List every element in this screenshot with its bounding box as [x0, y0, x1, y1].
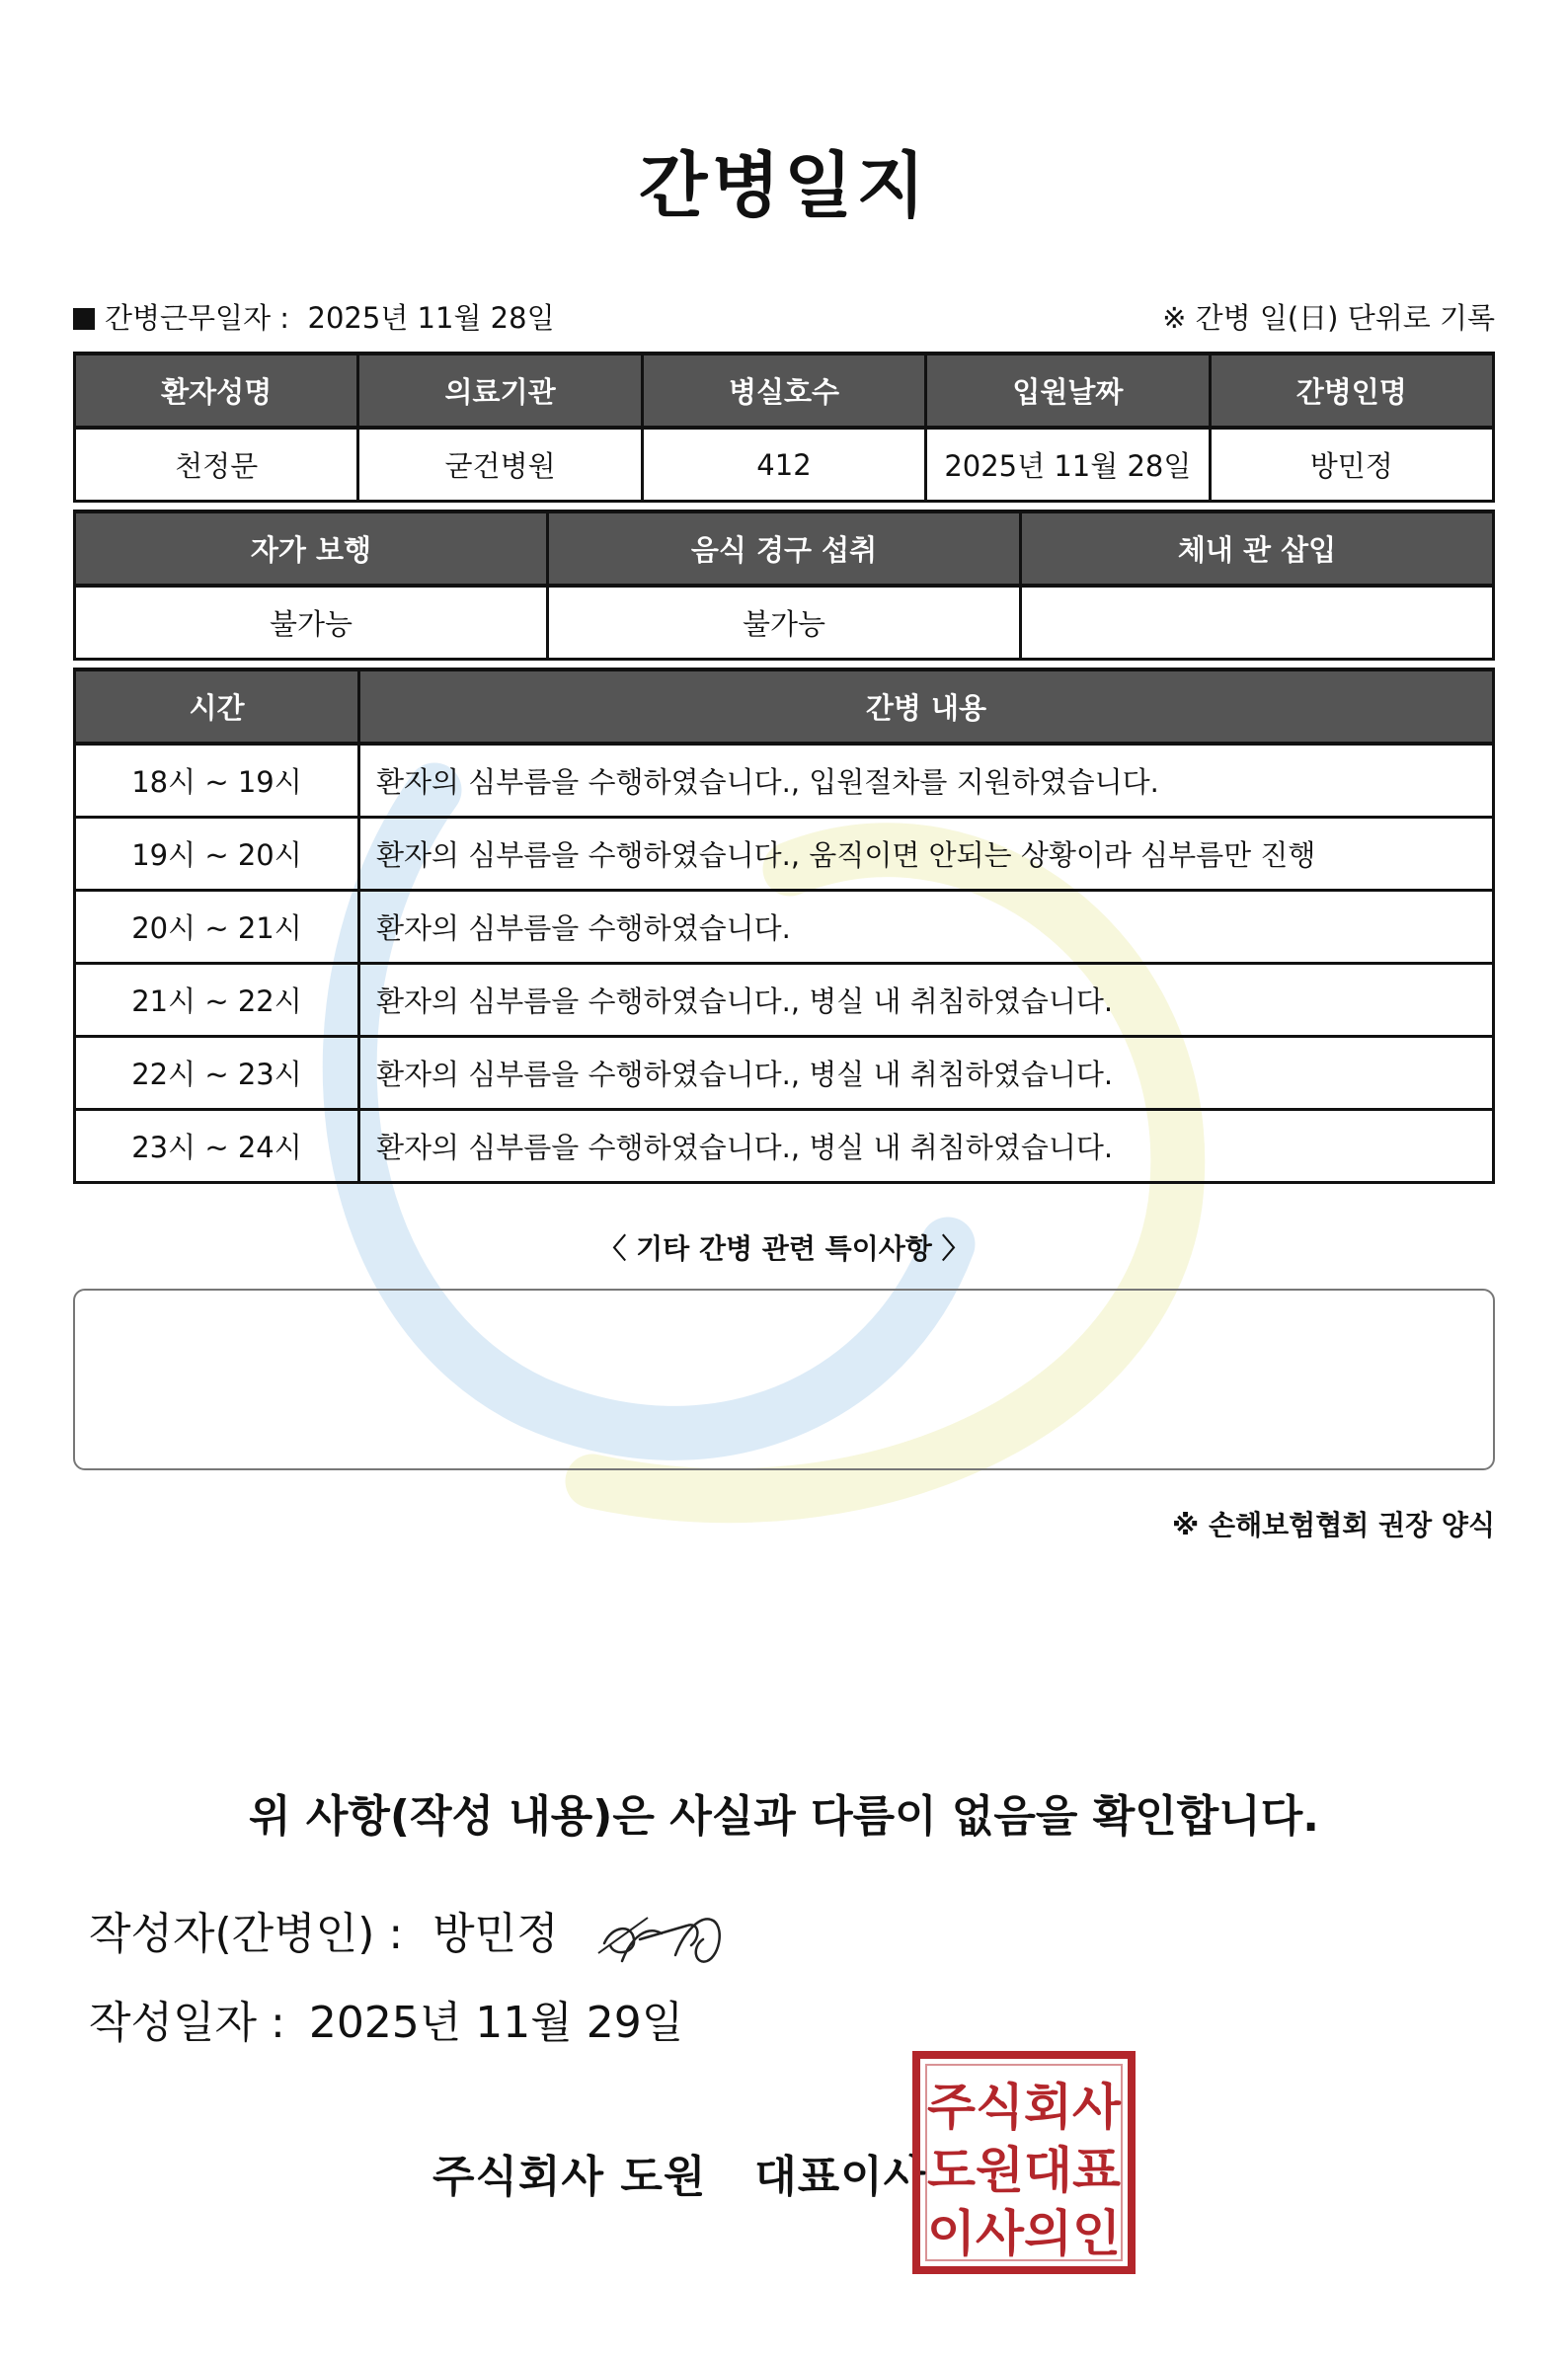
- log-content: 환자의 심부름을 수행하였습니다., 입원절차를 지원하였습니다.: [359, 744, 1494, 818]
- header-patient-name: 환자성명: [75, 354, 358, 428]
- signature-icon: [592, 1896, 750, 1975]
- log-content: 환자의 심부름을 수행하였습니다., 병실 내 취침하였습니다.: [359, 964, 1494, 1037]
- log-content: 환자의 심부름을 수행하였습니다., 병실 내 취침하였습니다.: [359, 1037, 1494, 1110]
- institution: 굳건병원: [358, 428, 642, 502]
- table-row: [75, 964, 1494, 1037]
- notes-title: 〈 기타 간병 관련 특이사항 〉: [598, 1232, 970, 1265]
- notes-box: [73, 1289, 1495, 1470]
- room-number: 412: [642, 428, 925, 502]
- log-content: 환자의 심부름을 수행하였습니다.: [359, 891, 1494, 964]
- square-bullet-icon: [73, 308, 95, 330]
- svg-text:도원대표: 도원대표: [927, 2142, 1122, 2199]
- svg-text:이사의인: 이사의인: [927, 2205, 1121, 2262]
- table-row: [75, 586, 1494, 660]
- log-time: 21시 ~ 22시: [75, 964, 359, 1037]
- header-tube-insertion: 체내 관 삽입: [1021, 512, 1494, 586]
- patient-info-table: [73, 352, 1495, 503]
- header-oral-intake: 음식 경구 섭취: [548, 512, 1021, 586]
- document-title: 간병일지: [638, 144, 930, 227]
- header-care-content: 간병 내용: [359, 669, 1494, 744]
- table-header-row: [75, 669, 1494, 744]
- header-room-number: 병실호수: [642, 354, 925, 428]
- table-row: [75, 1037, 1494, 1110]
- table-row: [75, 1110, 1494, 1183]
- log-time: 20시 ~ 21시: [75, 891, 359, 964]
- header-self-walking: 자가 보행: [75, 512, 548, 586]
- self-walking-value: 불가능: [75, 586, 548, 660]
- written-date-label: 작성일자 :: [89, 1998, 285, 2048]
- table-row: [75, 744, 1494, 818]
- svg-text:주식회사: 주식회사: [927, 2079, 1122, 2136]
- written-date: 2025년 11월 29일: [308, 1998, 684, 2048]
- table-row: [75, 891, 1494, 964]
- writer-label: 작성자(간병인) :: [89, 1909, 404, 1959]
- work-date-label: 간병근무일자 :: [105, 301, 290, 335]
- confirmation-statement: 위 사항(작성 내용)은 사실과 다름이 없음을 확인합니다.: [249, 1791, 1319, 1842]
- oral-intake-value: 불가능: [548, 586, 1021, 660]
- table-row: [75, 428, 1494, 502]
- table-row: [75, 818, 1494, 891]
- work-date-value: 2025년 11월 28일: [307, 301, 555, 335]
- patient-status-table: [73, 510, 1495, 661]
- tube-insertion-value: [1021, 586, 1494, 660]
- header-time: 시간: [75, 669, 359, 744]
- caregiver-name: 방민정: [1210, 428, 1493, 502]
- log-time: 18시 ~ 19시: [75, 744, 359, 818]
- log-content: 환자의 심부름을 수행하였습니다., 움직이면 안되는 상황이라 심부름만 진행: [359, 818, 1494, 891]
- log-content: 환자의 심부름을 수행하였습니다., 병실 내 취침하였습니다.: [359, 1110, 1494, 1183]
- log-time: 23시 ~ 24시: [75, 1110, 359, 1183]
- admission-date: 2025년 11월 28일: [926, 428, 1210, 502]
- header-admission-date: 입원날짜: [926, 354, 1210, 428]
- company-seal-icon: [910, 2049, 1137, 2276]
- writer-line: [89, 1898, 559, 1961]
- log-time: 19시 ~ 20시: [75, 818, 359, 891]
- header-institution: 의료기관: [358, 354, 642, 428]
- care-log-table: [73, 668, 1495, 1184]
- written-date-line: [89, 1987, 683, 2050]
- table-header-row: [75, 512, 1494, 586]
- work-date-line: [73, 296, 555, 337]
- log-time: 22시 ~ 23시: [75, 1037, 359, 1110]
- header-caregiver-name: 간병인명: [1210, 354, 1493, 428]
- writer-name: 방민정: [432, 1909, 559, 1959]
- company-representative: 주식회사 도원 대표이사: [432, 2152, 927, 2202]
- recommendation-note: ※ 손해보험협회 권장 양식: [1172, 1509, 1495, 1541]
- unit-note: ※ 간병 일(日) 단위로 기록: [1162, 301, 1495, 335]
- patient-name: 천정문: [75, 428, 358, 502]
- table-header-row: [75, 354, 1494, 428]
